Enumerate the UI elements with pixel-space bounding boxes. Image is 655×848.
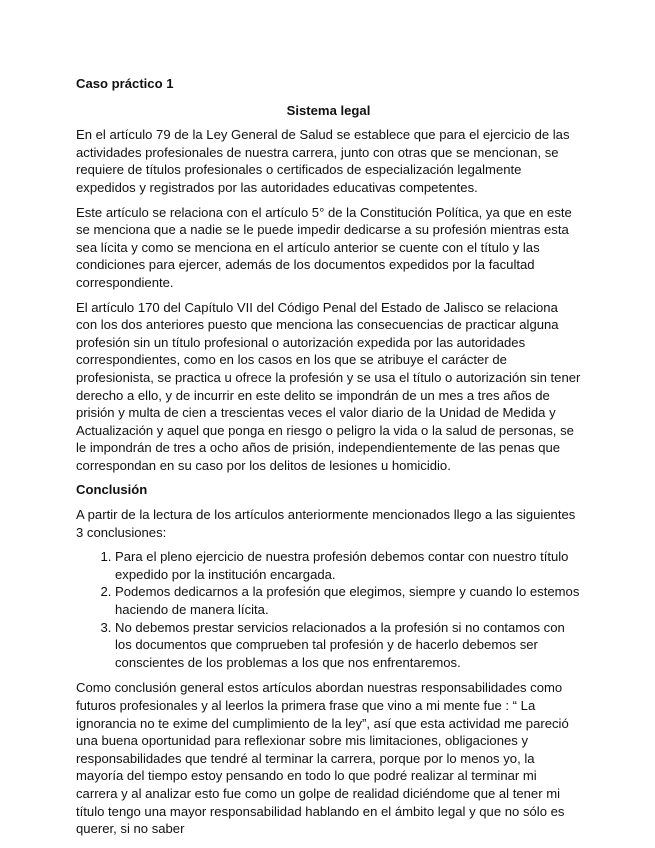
paragraph-codigo-penal: El artículo 170 del Capítulo VII del Código Penal del Estado de Jalisco se relaciona con los dos anteriores puesto que menciona las consecuencias de practicar alguna profesión sin un título profesional o autorización expedida por las autoridades correspondientes, como en los casos en los que se atribuye el carácter de profesionista, se practica u ofrece la profesión y se usa el título o autorización sin tener derecho a ello, y de incurrir en este delito se impondrán de un mes a tres años de prisión y multa de cien a trescientas veces el valor diario de la Unidad de Medida y Actualización y aquel que ponga en riesgo o peligro la vida o la salud de personas, se le impondrán de tres a ocho años de prisión, independientemente de las penas que correspondan en su caso por los delitos de lesiones u homicidio.: [76, 299, 581, 473]
case-heading: Caso práctico 1: [76, 76, 174, 91]
document-title: Sistema legal: [286, 102, 371, 118]
final-paragraph: Como conclusión general estos artículos abordan nuestras responsabilidades como futuros profesionales y al leerlos la primera frase que vino a mi mente fue : “ La ignorancia no te exime del cumplimiento de la ley”, así que esta actividad me pareció una buena oportunidad para reflexionar sobre mis limitaciones, obligaciones y responsabilidades que tendré al terminar la carrera, porque por lo menos yo, la mayoría del tiempo estoy pensando en todo lo que podré realizar al terminar mi carrera y al analizar esto fue como un golpe de realidad diciéndome que al tener mi título tengo una mayor responsabilidad hablando en el ámbito legal y que no sólo es querer, si no saber: [76, 680, 569, 837]
conclusion-item: 2. Podemos dedicarnos a la profesión que elegimos, siempre y cuando lo estemos haciendo de manera lícita.: [115, 583, 581, 618]
conclusion-heading: Conclusión: [76, 482, 148, 498]
conclusion-intro: A partir de la lectura de los artículos anteriormente mencionados llego a las siguientes 3 conclusiones:: [76, 507, 576, 540]
conclusion-list: [76, 548, 581, 671]
paragraph-ley-general-salud: En el artículo 79 de la Ley General de Salud se establece que para el ejercicio de las actividades profesionales de nuestra carrera, junto con otras que se mencionan, se requiere de títulos profesionales o certificados de especialización legalmente expedidos y registrados por las autoridades educativas competentes.: [76, 127, 570, 195]
conclusion-item: 1. Para el pleno ejercicio de nuestra profesión debemos contar con nuestro título expedido por la institución encargada.: [115, 548, 581, 583]
conclusion-item: 3. No debemos prestar servicios relacionados a la profesión si no contamos con los documentos que comprueben tal profesión y de hacerlo debemos ser conscientes de los problemas a los que nos enfrentaremos.: [115, 619, 581, 672]
paragraph-constitucion: Este artículo se relaciona con el artículo 5° de la Constitución Política, ya que en este se menciona que a nadie se le puede impedir dedicarse a su profesión mientras esta sea lícita y como se menciona en el artículo anterior se cuente con el título y las condiciones para ejercer, además de los documentos expedidos por la facultad correspondiente.: [76, 204, 572, 290]
document-body: [76, 75, 581, 838]
